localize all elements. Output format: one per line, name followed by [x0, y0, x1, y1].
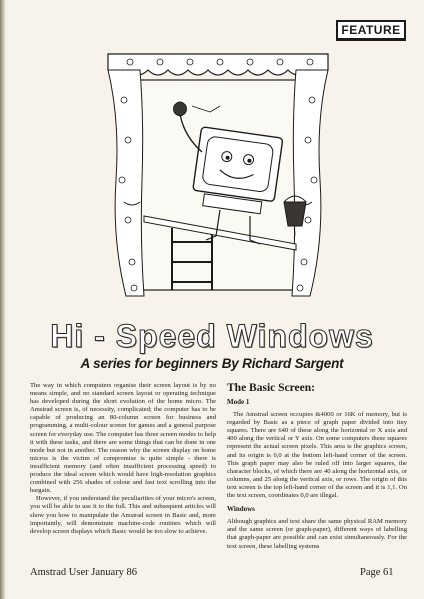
mode-paragraph: The Amstrad screen occupies &4000 or 16K of memory, but is regarded by Basic as a piece of graph paper divided into tiny squares. There are 640 of these along the horizontal or X axis and 400 along the vertical or Y axis. On some computers these squares represent the actual screen pixels. This area is the graphics screen, and its origin is 0,0 at the bottom left-hand corner of the screen. This graph paper may also be ruled off into larger squares, the character blocks, of which there are 40 along the horizontal axis, or columns, and 25 along the vertical axis, or rows. The origin of this text screen is the top left-hand corner of the screen and it is 1,1. On the text screen, coordinates 0,0 are illegal. [227, 411, 407, 500]
article-subtitle: A series for beginners By Richard Sargent [80, 356, 344, 371]
article-title: Hi - Speed Windows [50, 318, 374, 354]
intro-paragraph-1: The way in which computers organise their screen layout is by no means simple, and no standard screen layout or operating technique has developed during the short evolution of the home micro. The Amstrad screen is, of necessity, complicated; the computer has to be capable of producing an 80-column screen for business and programming, a multi-colour screen for games and a general purpose screen for everyday use. The computer has three screen modes to help it with these tasks, and there are some things that can be done in one mode but not in another. The reason why the screen display on home micros is the victim of compromise is quite simple - there is insufficient memory (and often insufficient processing speed) to produce the ideal screen which would have high-resolution graphics combined with 256 shades of colour and fast text scrolling into the bargain. [30, 382, 216, 495]
publication-footer: Amstrad User January 86 [30, 567, 138, 578]
scan-edge [0, 0, 6, 599]
windows-paragraph: Although graphics and text share the same physical RAM memory and the same screen (or graph-paper), different ways of labelling that graph-paper are possible and can exist simultaneously. For the text screen, these labelling systems [227, 518, 407, 550]
intro-paragraph-2: However, if you understand the peculiarities of your micro's screen, you will be able to use it to the full. This and subsequent articles will show you how to manipulate the Amstrad screen in Basic and, more importantly, will demonstrate machine-code routines which will develop screen displays which Basic would be too slow to achieve. [30, 495, 216, 535]
tag-rule [336, 40, 406, 41]
windows-heading: Windows [227, 505, 255, 514]
feature-tag: FEATURE [336, 20, 406, 40]
mode-heading: Mode 1 [227, 398, 250, 406]
right-column [227, 382, 407, 551]
section-title: The Basic Screen: [227, 382, 315, 394]
page-number: Page 61 [360, 567, 394, 578]
left-column [30, 382, 216, 536]
window-cartoon-illustration [100, 40, 336, 312]
